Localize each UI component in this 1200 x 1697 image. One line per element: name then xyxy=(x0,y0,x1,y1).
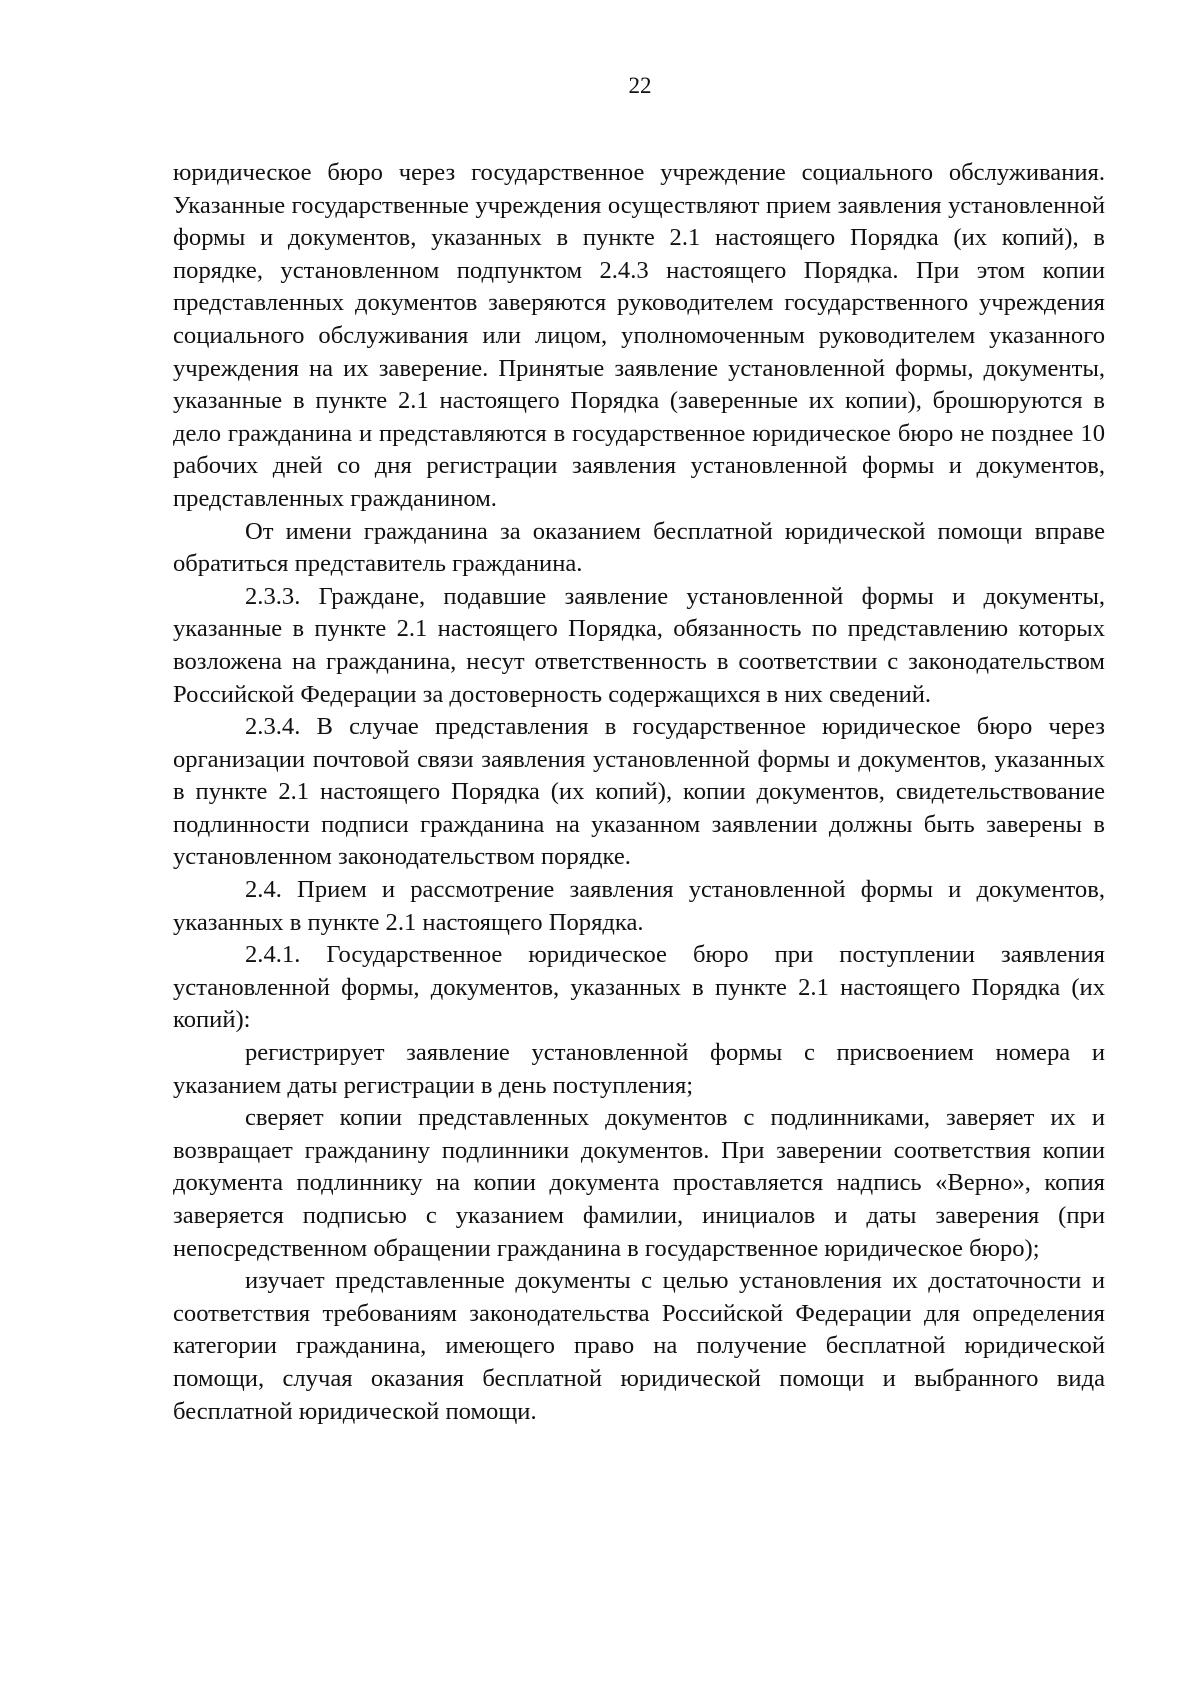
page-number: 22 xyxy=(628,73,652,98)
paragraph-representative: От имени гражданина за оказанием бесплатной юридической помощи вправе обратиться представитель гражданина. xyxy=(173,517,1105,578)
document-body xyxy=(173,157,1105,1428)
paragraph-studies-documents: изучает представленные документы с целью установления их достаточности и соответствия требованиям законодательства Российской Федерации для определения категории гражданина, имеющего право на получение бесплатной юридической помощи, случая оказания бесплатной юридической помощи и выбранного вида бесплатной юридической помощи. xyxy=(173,1267,1105,1425)
paragraph-continuation: юридическое бюро через государственное учреждение социального обслуживания. Указанные государственные учреждения осуществляют прием заявления установленной формы и документов, указанных в пункте 2.1 настоящего Порядка (их копий), в порядке, установленном подпунктом 2.4.3 настоящего Порядка. При этом копии представленных документов заверяются руководителем государственного учреждения социального обслуживания или лицом, уполномоченным руководителем указанного учреждения на их заверение. Принятые заявление установленной формы, документы, указанные в пункте 2.1 настоящего Порядка (заверенные их копии), брошюруются в дело гражданина и представляются в государственное юридическое бюро не позднее 10 рабочих дней со дня регистрации заявления установленной формы и документов, представленных гражданином. xyxy=(173,159,1105,512)
paragraph-2-3-3: 2.3.3. Граждане, подавшие заявление установленной формы и документы, указанные в пункте 2.1 настоящего Порядка, обязанность по представлению которых возложена на гражданина, несут ответственность в соответствии с законодательством Российской Федерации за достоверность содержащихся в них сведений. xyxy=(173,582,1105,708)
paragraph-registers: регистрирует заявление установленной формы с присвоением номера и указанием даты регистрации в день поступления; xyxy=(173,1039,1105,1099)
paragraph-2-4-1: 2.4.1. Государственное юридическое бюро при поступлении заявления установленной формы, документов, указанных в пункте 2.1 настоящего Порядка (их копий): xyxy=(173,941,1105,1034)
paragraph-2-4: 2.4. Прием и рассмотрение заявления установленной формы и документов, указанных в пункте 2.1 настоящего Порядка. xyxy=(173,876,1105,936)
paragraph-verifies-copies: сверяет копии представленных документов с подлинниками, заверяет их и возвращает гражданину подлинники документов. При заверении соответствия копии документа подлиннику на копии документа проставляется надпись «Верно», копия заверяется подписью с указанием фамилии, инициалов и даты заверения (при непосредственном обращении гражданина в государственное юридическое бюро); xyxy=(173,1104,1105,1262)
paragraph-2-3-4: 2.3.4. В случае представления в государственное юридическое бюро через организации почтовой связи заявления установленной формы и документов, указанных в пункте 2.1 настоящего Порядка (их копий), копии документов, свидетельствование подлинности подписи гражданина на указанном заявлении должны быть заверены в установленном законодательством порядке. xyxy=(173,713,1105,871)
